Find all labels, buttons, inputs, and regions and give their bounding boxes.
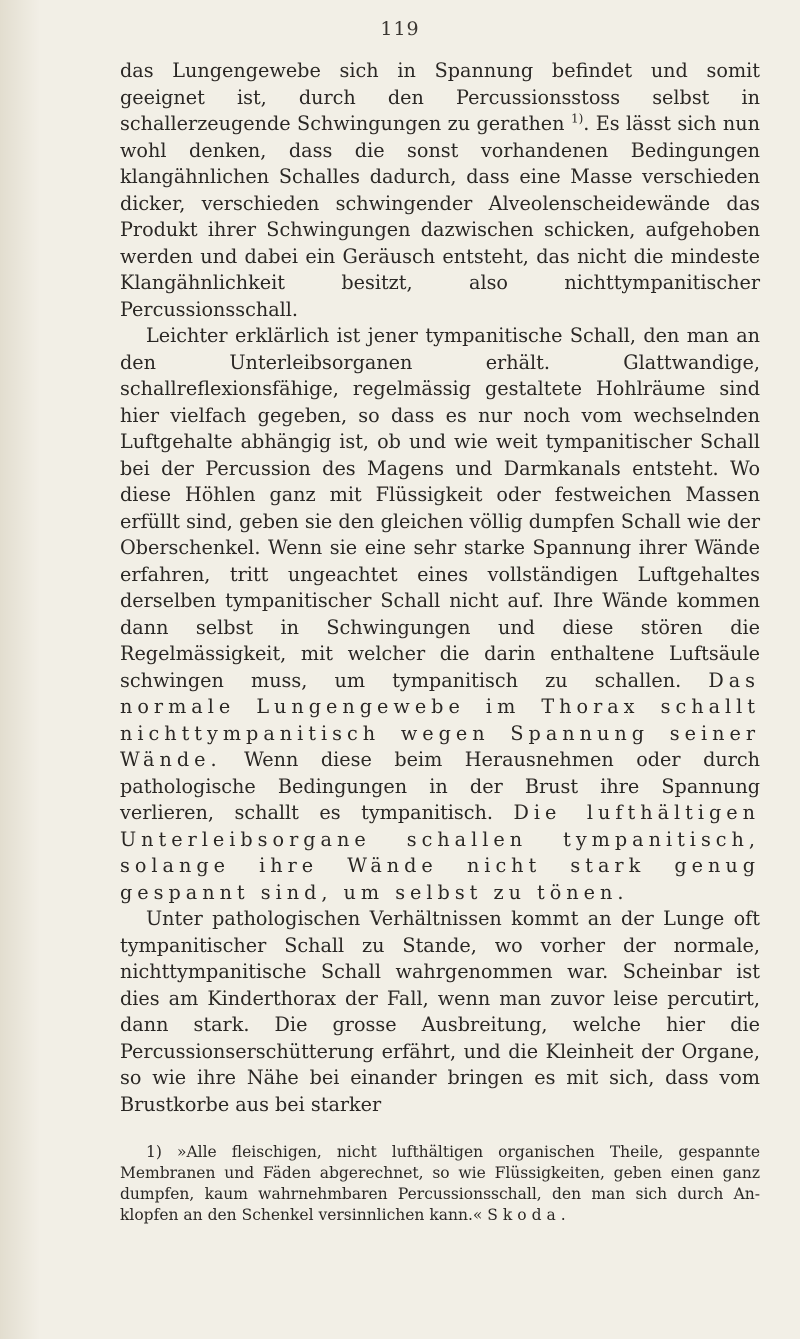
footnote	[120, 1142, 760, 1226]
footnote-text: 1) »Alle fleischigen, nicht lufthältigen organischen Theile, gespannte Membranen und Fäden abgerechnet, so wie Flüssigkeiten, geben einen ganz dumpfen, kaum wahrnehmbaren Percussionsschall, den man sich durch An-klopfen an den Schenkel versinnlichen kann.«	[120, 1143, 760, 1224]
footnote-reference: 1)	[570, 111, 584, 126]
paragraph-3	[120, 906, 760, 1118]
page-edge-shadow	[0, 0, 40, 1339]
paragraph-2	[120, 323, 760, 906]
emphasized-statement: Die lufthältigen Unterleibsorgane schallen tympanitisch, solange ihre Wände nicht stark genug gespannt sind, um selbst zu tönen.	[120, 801, 760, 904]
text-segment: Wenn diese beim Herausnehmen oder durch pathologische Bedingungen in der Brust ihre Spannung verlieren, schallt es tympanitisch.	[120, 748, 760, 824]
text-segment: Leichter erklärlich ist jener tympanitische Schall, den man an den Unterleibsorganen erhält. Glattwandige, schallreflexionsfähige, regelmässig gestaltete Hohlräume sind hier vielfach gegeben, so dass es nur noch vom wechselnden Luftgehalte abhängig ist, ob und wie weit tympanitischer Schall bei der Percussion des Magens und Darmkanals entsteht. Wo diese Höhlen ganz mit Flüssigkeit oder festweichen Massen erfüllt sind, geben sie den gleichen völlig dumpfen Schall wie der Oberschenkel. Wenn sie eine sehr starke Spannung ihrer Wände erfahren, tritt ungeachtet eines vollständigen Luftgehaltes derselben tympanitischer Schall nicht auf. Ihre Wände kommen dann selbst in Schwingungen und diese stören die Regelmässigkeit, mit welcher die darin enthaltene Luftsäule schwingen muss, um tympanitisch zu schallen.	[120, 324, 760, 692]
text-segment: das Lungengewebe sich in Spannung befindet und somit geeignet ist, durch den Percussionsstoss selbst in schallerzeugende Schwingungen zu gerathen	[120, 59, 760, 135]
paragraph-1	[120, 58, 760, 323]
emphasized-statement: Das normale Lungengewebe im Thorax schallt nichttympanitisch wegen Spannung seiner Wände.	[120, 668, 760, 771]
body-text	[120, 58, 760, 1118]
footnote-author: Skoda.	[487, 1206, 571, 1224]
text-segment: Unter pathologischen Verhältnissen kommt an der Lunge oft tympanitischer Schall zu Stande, wo vorher der normale, nichttympanitische Schall wahrgenommen war. Scheinbar ist dies am Kinderthorax der Fall, wenn man zuvor leise percutirt, dann stark. Die grosse Ausbreitung, welche hier die Percussionserschütterung erfährt, und die Kleinheit der Organe, so wie ihre Nähe bei einander bringen es mit sich, dass vom Brustkorbe aus bei starker	[120, 907, 760, 1116]
text-segment: . Es lässt sich nun wohl denken, dass die sonst vorhandenen Bedingungen klangähnlichen Schalles dadurch, dass eine Masse verschieden dicker, verschieden schwingender Alveolenscheidewände das Produkt ihrer Schwingungen dazwischen schicken, aufgehoben werden und dabei ein Geräusch entsteht, das nicht die mindeste Klangähnlichkeit besitzt, also nichttympanitischer Percussionsschall.	[120, 112, 760, 321]
page-number: 119	[380, 18, 420, 40]
